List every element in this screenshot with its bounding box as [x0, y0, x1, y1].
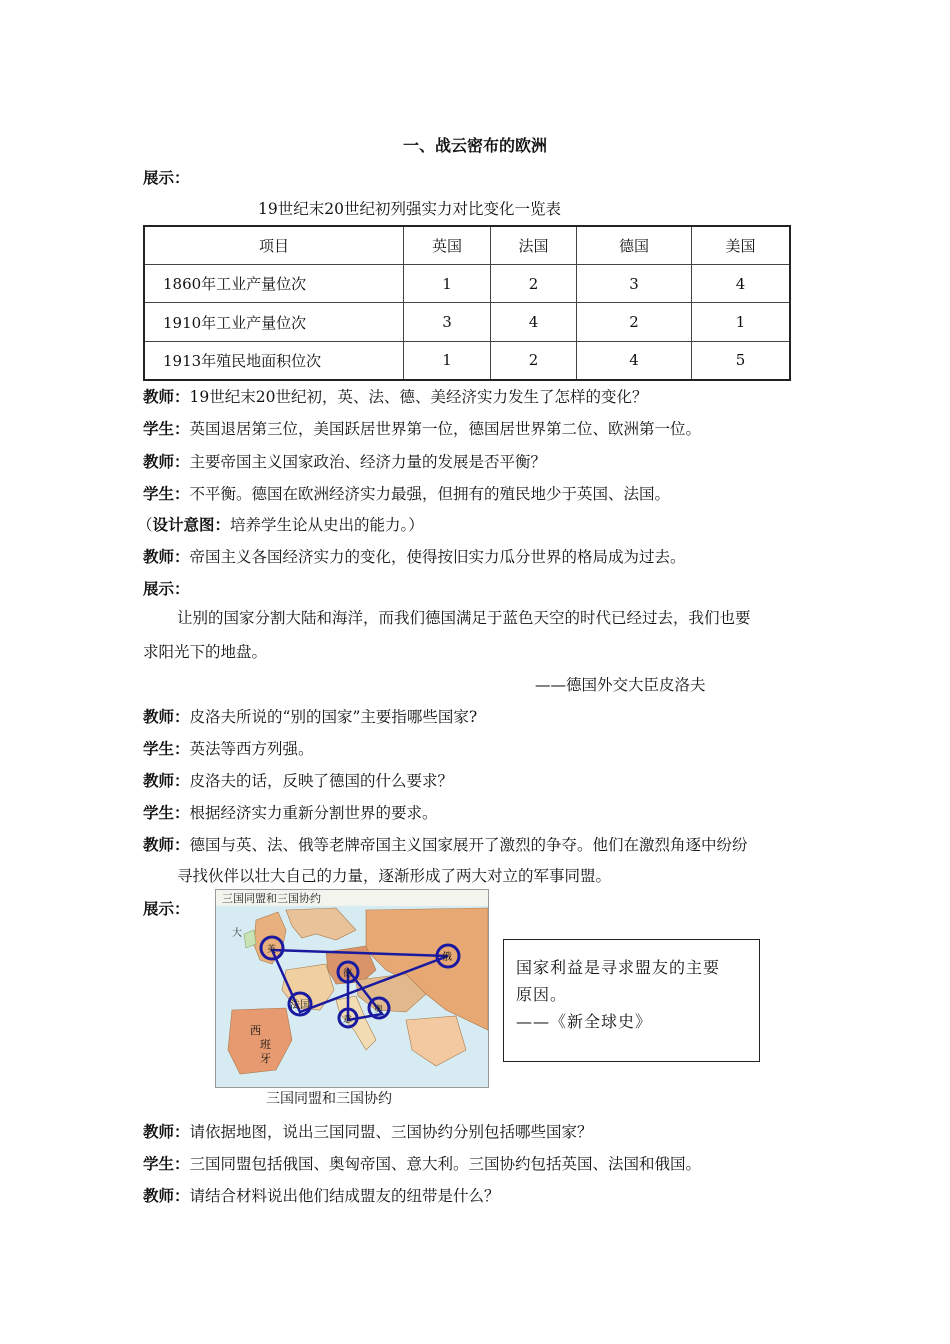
section-heading: 一、战云密布的欧洲 [402, 136, 547, 155]
speaker-label: 教师： [143, 387, 190, 406]
dialogue-continuation: 寻找伙伴以壮大自己的力量，逐渐形成了两大对立的军事同盟。 [177, 867, 612, 885]
strength-table [143, 225, 791, 381]
atlantic-label: 大 [232, 928, 242, 939]
paren-open: （ [137, 516, 153, 534]
spain-label-3: 牙 [260, 1052, 271, 1065]
design-intent-label: 设计意图： [152, 515, 231, 534]
table-cell: 5 [692, 341, 791, 380]
dialogue-line [143, 1185, 500, 1207]
speaker-label: 教师： [143, 1122, 190, 1141]
table-row [144, 265, 790, 303]
table-cell: 4 [692, 265, 791, 303]
table-cell: 2 [491, 265, 577, 303]
speaker-label: 教师： [143, 547, 190, 566]
speaker-label: 学生： [143, 1154, 190, 1173]
dialogue-text: 三国同盟包括俄国、奥匈帝国、意大利。三国协约包括英国、法国和俄国。 [189, 1155, 702, 1173]
show-label-2: 展示： [143, 579, 190, 598]
show-label-3: 展示： [143, 899, 190, 918]
quote-box-line-3: ——《新全球史》 [516, 1012, 653, 1031]
map-graphic [216, 890, 488, 1087]
dialogue-text: 皮洛夫所说的“别的国家”主要指哪些国家? [189, 708, 478, 726]
dialogue-line [143, 834, 748, 856]
quote-source: ——德国外交大臣皮洛夫 [535, 676, 706, 694]
quote-line-1: 让别的国家分割大陆和海洋，而我们德国满足于蓝色天空的时代已经过去，我们也要 [177, 609, 751, 627]
dialogue-text: 皮洛夫的话，反映了德国的什么要求？ [189, 772, 454, 790]
table-cell: 3 [577, 265, 692, 303]
dialogue-line [143, 386, 647, 408]
dialogue-line [143, 738, 314, 760]
design-intent [137, 514, 424, 536]
table-row [144, 341, 790, 380]
britain-label: 英 [267, 945, 277, 955]
dialogue-text: 主要帝国主义国家政治、经济力量的发展是否平衡？ [189, 453, 547, 471]
speaker-label: 学生： [143, 739, 190, 758]
russia-label: 俄 [442, 952, 452, 963]
map-header: 三国同盟和三国协约 [222, 892, 321, 905]
dialogue-text: 英国退居第三位，美国跃居世界第一位，德国居世界第二位、欧洲第一位。 [189, 420, 702, 438]
dialogue-line [143, 770, 453, 792]
italy-label: 意 [343, 1015, 353, 1025]
dialogue-line [143, 483, 670, 505]
table-cell: 4 [491, 303, 577, 341]
speaker-label: 教师： [143, 1186, 190, 1205]
alliance-map [215, 889, 489, 1088]
dialogue-line [143, 546, 686, 568]
dialogue-line [143, 706, 477, 728]
table-cell: 4 [577, 341, 692, 380]
dialogue-text: 请结合材料说出他们结成盟友的纽带是什么？ [189, 1187, 500, 1205]
speaker-label: 教师： [143, 707, 190, 726]
russia-land [366, 908, 488, 1030]
table-cell: 2 [577, 303, 692, 341]
table-header-cell: 美国 [692, 226, 791, 265]
dialogue-text: 请依据地图，说出三国同盟、三国协约分别包括哪些国家？ [189, 1123, 593, 1141]
dialogue-text: 德国与英、法、俄等老牌帝国主义国家展开了激烈的争夺。他们在激烈角逐中纷纷 [189, 836, 748, 854]
table-cell: 3 [404, 303, 491, 341]
austria-label: 奥 [374, 1005, 384, 1015]
speaker-label: 学生： [143, 484, 190, 503]
table-header-cell: 项目 [144, 226, 404, 265]
speaker-label: 教师： [143, 771, 190, 790]
table-title: 19世纪末20世纪初列强实力对比变化一览表 [258, 200, 561, 218]
table-cell: 1 [404, 341, 491, 380]
table-cell: 1860年工业产量位次 [144, 265, 404, 303]
speaker-label: 学生： [143, 419, 190, 438]
speaker-label: 学生： [143, 803, 190, 822]
table-cell: 1 [692, 303, 791, 341]
dialogue-line [143, 418, 701, 440]
quote-line-2: 求阳光下的地盘。 [143, 643, 268, 661]
quote-box [503, 939, 760, 1062]
dialogue-line [143, 451, 546, 473]
dialogue-text: 帝国主义各国经济实力的变化，使得按旧实力瓜分世界的格局成为过去。 [189, 548, 686, 566]
germany-label: 德 [343, 969, 353, 979]
scandinavia-land [286, 908, 356, 940]
table-cell: 1 [404, 265, 491, 303]
quote-box-line-2: 原因。 [516, 985, 568, 1004]
spain-label-1: 西 [250, 1024, 261, 1037]
table-cell: 1910年工业产量位次 [144, 303, 404, 341]
dialogue-line [143, 1153, 701, 1175]
france-label: 法国 [290, 1000, 310, 1011]
quote-box-line-1: 国家利益是寻求盟友的主要 [516, 958, 721, 977]
dialogue-line [143, 802, 438, 824]
dialogue-text: 英法等西方列强。 [189, 740, 314, 758]
design-intent-text: 培养学生论从史出的能力。） [230, 516, 424, 534]
dialogue-text: 不平衡。德国在欧洲经济实力最强，但拥有的殖民地少于英国、法国。 [189, 485, 671, 503]
table-header-row [144, 226, 790, 265]
spain-label-2: 班 [260, 1038, 271, 1051]
map-caption: 三国同盟和三国协约 [266, 1091, 392, 1107]
table-cell: 1913年殖民地面积位次 [144, 341, 404, 380]
speaker-label: 教师： [143, 835, 190, 854]
table-header-cell: 德国 [577, 226, 692, 265]
speaker-label: 教师： [143, 452, 190, 471]
dialogue-text: 19世纪末20世纪初，英、法、德、美经济实力发生了怎样的变化？ [189, 388, 648, 406]
table-header-cell: 法国 [491, 226, 577, 265]
balkans-land [406, 1016, 466, 1066]
dialogue-line [143, 1121, 593, 1143]
dialogue-text: 根据经济实力重新分割世界的要求。 [189, 804, 438, 822]
table-header-cell: 英国 [404, 226, 491, 265]
table-cell: 2 [491, 341, 577, 380]
table-row [144, 303, 790, 341]
show-label: 展示： [143, 168, 190, 187]
